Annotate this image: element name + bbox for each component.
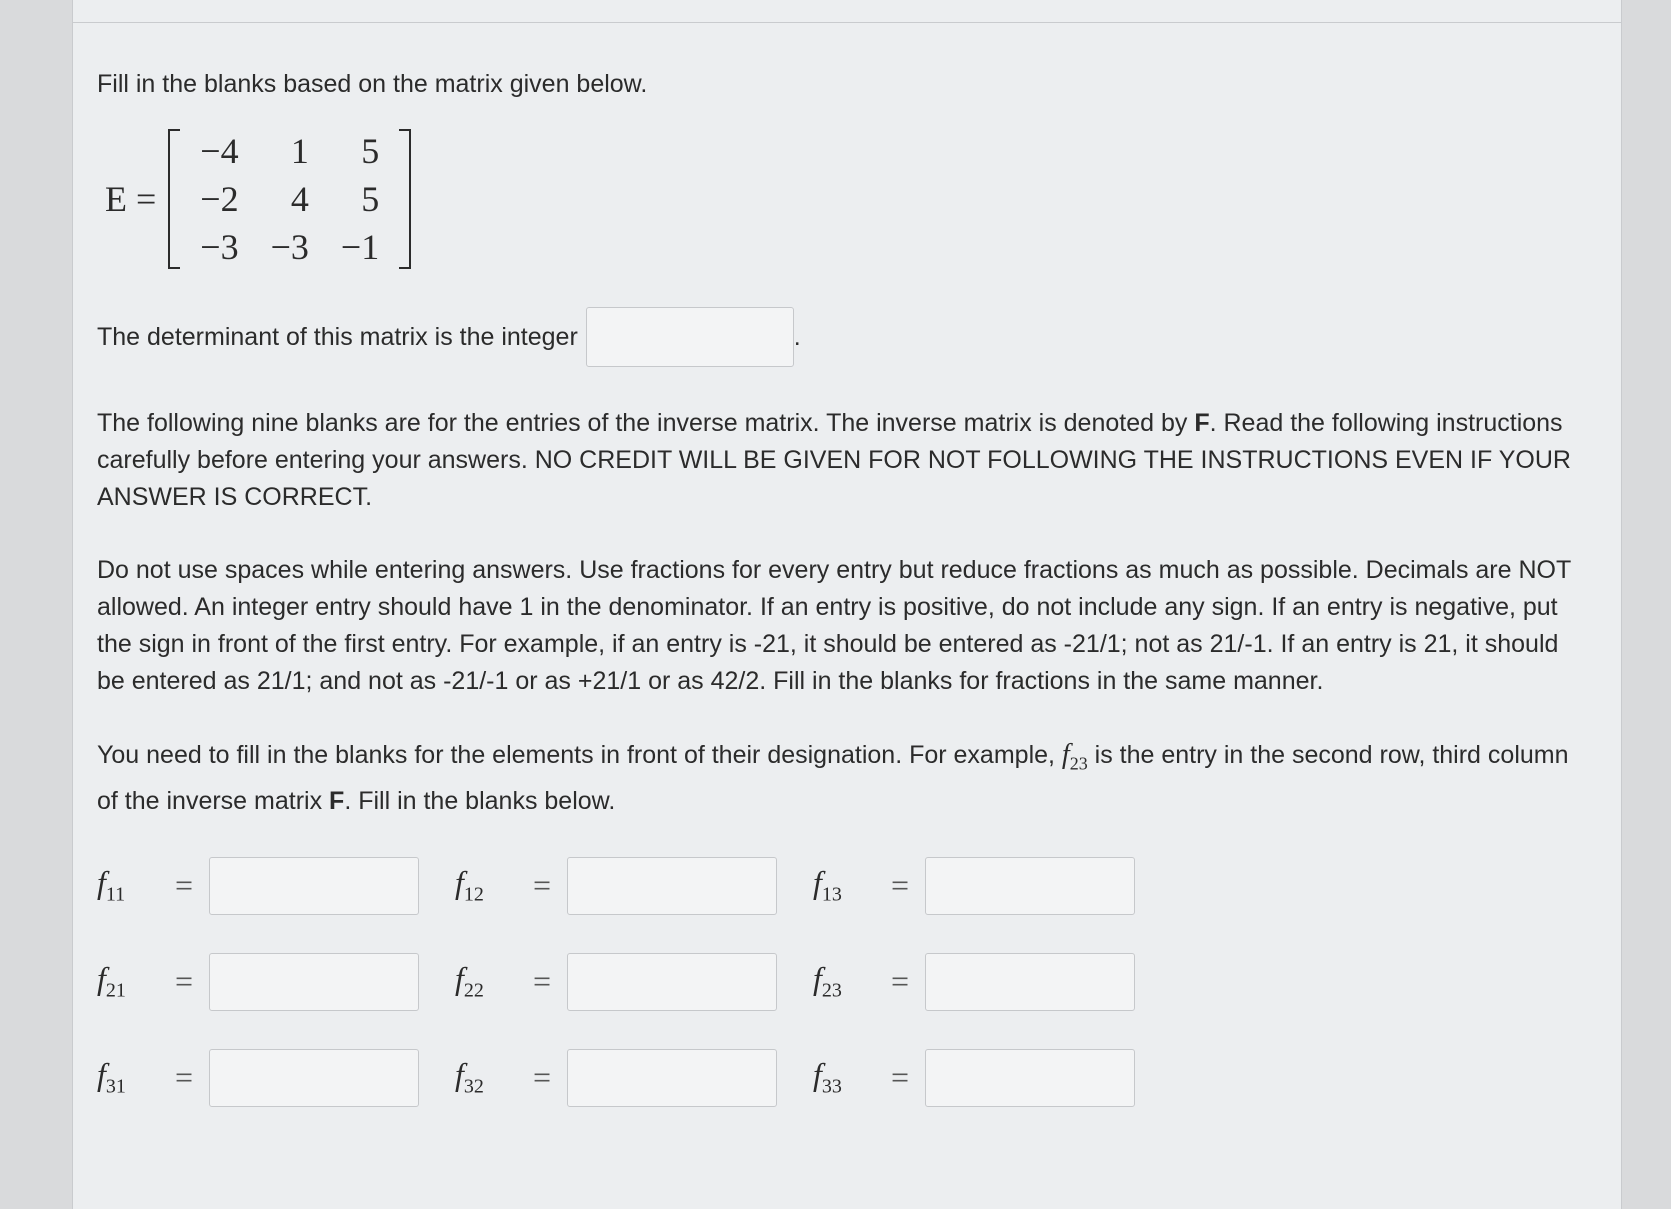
entry-label: $f_{21}$ — [97, 960, 126, 1002]
entry-f22 — [455, 953, 813, 1011]
f11-input[interactable] — [209, 857, 419, 915]
question-panel — [72, 0, 1622, 1209]
entry-label: $f_{23}$ — [813, 960, 842, 1002]
instructions-text: . Fill in the blanks below. — [344, 786, 616, 815]
matrix-cell: 5 — [361, 131, 380, 171]
matrix-row-3 — [184, 223, 395, 271]
equals-sign: = — [533, 963, 552, 1000]
equals-sign: = — [891, 963, 910, 1000]
grid-row-3 — [97, 1048, 1577, 1108]
f31-input[interactable] — [209, 1049, 419, 1107]
matrix-cell: −1 — [340, 227, 380, 267]
instructions-text: is the entry in the second row, third column of the inverse matrix — [97, 741, 1569, 815]
f32-input[interactable] — [567, 1049, 777, 1107]
f21-input[interactable] — [209, 953, 419, 1011]
entry-f32 — [455, 1049, 813, 1107]
instructions-text: You need to fill in the blanks for the elements in front of their designation. For example, — [97, 741, 1062, 769]
equals-sign: = — [175, 867, 194, 904]
equals-sign: = — [891, 1059, 910, 1096]
entry-f21 — [97, 953, 455, 1011]
prompt-text: Fill in the blanks based on the matrix given below. — [97, 70, 648, 98]
matrix-cell: 5 — [361, 179, 380, 219]
f23-input[interactable] — [925, 953, 1135, 1011]
equals-sign: = — [891, 867, 910, 904]
matrix-row-1 — [184, 127, 395, 175]
determinant-label: The determinant of this matrix is the integer — [97, 322, 578, 351]
entry-label: $f_{33}$ — [813, 1056, 842, 1098]
entry-label: $f_{13}$ — [813, 864, 842, 906]
grid-row-1 — [97, 856, 1577, 916]
inverse-symbol: F — [1194, 409, 1210, 437]
entry-f13 — [813, 857, 1171, 915]
grid-row-2 — [97, 952, 1577, 1012]
matrix-cell: 4 — [290, 179, 309, 219]
instructions-text: The following nine blanks are for the entries of the inverse matrix. The inverse matrix is denoted by — [97, 409, 1195, 437]
inverse-symbol: F — [329, 786, 345, 815]
matrix-cell: −2 — [200, 179, 239, 219]
entry-label: $f_{12}$ — [455, 864, 484, 906]
determinant-line — [97, 307, 1577, 367]
determinant-period: . — [793, 322, 801, 351]
instructions-paragraph-2: Do not use spaces while entering answers. Use fractions for every entry but reduce fractions as much as possible. Decimals are NOT allowed. An integer entry should have 1 in the denominator. If an entry is positive, do not include any sign. If an entry is negative, put the sign in front of the first entry. For example, if an entry is -21, it should be entered as -21/1; not as 21/-1. If an entry is 21, it should be entered as 21/1; and not as -21/-1 or as +21/1 or as 42/2. Fill in the blanks for fractions in the same manner. — [97, 556, 1571, 695]
matrix-cell: −3 — [200, 227, 239, 267]
inverse-entries-grid — [97, 856, 1577, 1108]
matrix-cell: 1 — [290, 131, 309, 171]
f22-input[interactable] — [567, 953, 777, 1011]
entry-label: $f_{22}$ — [455, 960, 484, 1002]
matrix-cell: −4 — [200, 131, 239, 171]
equals-sign: = — [175, 1059, 194, 1096]
instructions-paragraph-1 — [97, 405, 1577, 516]
equals-sign: = — [175, 963, 194, 1000]
determinant-input[interactable] — [586, 307, 794, 367]
matrix-display — [105, 125, 1577, 273]
entry-f12 — [455, 857, 813, 915]
f13-input[interactable] — [925, 857, 1135, 915]
f12-input[interactable] — [567, 857, 777, 915]
entry-label: $f_{11}$ — [97, 864, 126, 906]
instructions-paragraph-3 — [97, 736, 1577, 820]
question-content — [97, 70, 1577, 1144]
matrix-brackets — [166, 125, 413, 273]
matrix-cell: −3 — [270, 227, 309, 267]
entry-f23 — [813, 953, 1171, 1011]
entry-f31 — [97, 1049, 455, 1107]
equals-sign: = — [533, 867, 552, 904]
matrix-table — [184, 127, 395, 271]
f33-input[interactable] — [925, 1049, 1135, 1107]
divider — [73, 22, 1621, 23]
entry-label: $f_{32}$ — [455, 1056, 484, 1098]
entry-f11 — [97, 857, 455, 915]
matrix-row-2 — [184, 175, 395, 223]
entry-f33 — [813, 1049, 1171, 1107]
entry-label: $f_{31}$ — [97, 1056, 126, 1098]
example-symbol: $f_{23}$ — [1061, 739, 1088, 774]
equals-sign: = — [533, 1059, 552, 1096]
matrix-label: E = — [105, 179, 157, 219]
instructions-text: . Read the following instructions carefully before entering your answers. NO CREDIT WILL BE GIVEN FOR NOT FOLLOWING THE INSTRUCTIONS EVEN IF YOUR ANSWER IS CORRECT. — [97, 409, 1571, 511]
